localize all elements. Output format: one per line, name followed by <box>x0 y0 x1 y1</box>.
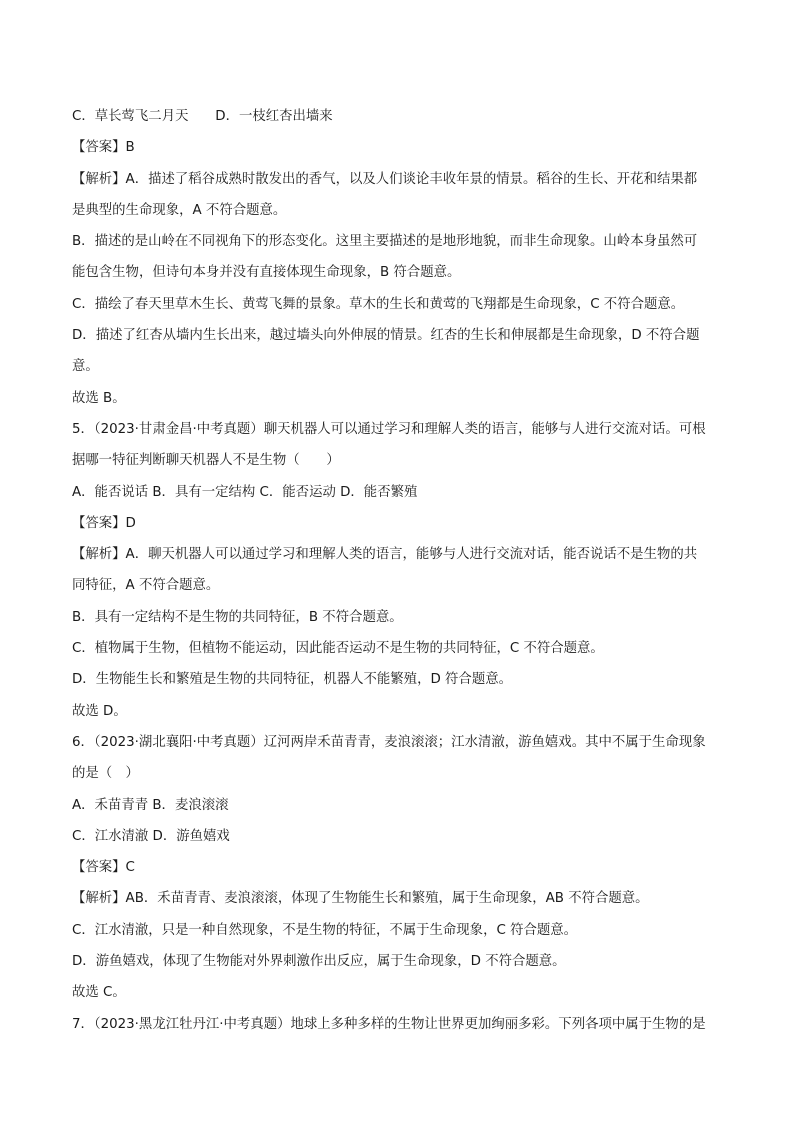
q4-analysis-line: D．描述了红杏从墙内生长出来，越过墙头向外伸展的情景。红杏的生长和伸展都是生命现象，D 不符合题 <box>72 328 700 344</box>
document-body <box>72 101 724 1040</box>
q5-analysis-line: B．具有一定结构不是生物的共同特征，B 不符合题意。 <box>72 609 403 625</box>
q4-conclusion: 故选 B。 <box>72 390 126 406</box>
q5-analysis-line: 【解析】A．聊天机器人可以通过学习和理解人类的语言，能够与人进行交流对话，能否说话不是生物的共 <box>72 547 698 563</box>
q6-analysis-line: 【解析】AB．禾苗青青、麦浪滚滚，体现了生物能生长和繁殖，属于生命现象，AB 不符合题意。 <box>72 891 649 907</box>
q6-conclusion: 故选 C。 <box>72 985 126 1001</box>
q5-analysis-line: C．植物属于生物，但植物不能运动，因此能否运动不是生物的共同特征，C 不符合题意。 <box>72 641 604 657</box>
q4-analysis-line: 能包含生物，但诗句本身并没有直接体现生命现象，B 符合题意。 <box>72 265 461 281</box>
q4-analysis-line: C．描绘了春天里草木生长、黄莺飞舞的景象。草木的生长和黄莺的飞翔都是生命现象，C 不符合题意。 <box>72 296 685 312</box>
q4-analysis-line: B．描述的是山岭在不同视角下的形态变化。这里主要描述的是地形地貌，而非生命现象。山岭本身虽然可 <box>72 234 698 250</box>
q5-options: A．能否说话 B．具有一定结构 C．能否运动 D．能否繁殖 <box>72 484 418 500</box>
q5-stem: 5．（2023·甘肃金昌·中考真题）聊天机器人可以通过学习和理解人类的语言，能够与人进行交流对话。可根 <box>72 421 706 437</box>
q6-stem: 的是（ ） <box>72 766 139 782</box>
q4-option-cd: C．草长莺飞二月天 D．一枝红杏出墙来 <box>72 109 333 124</box>
q4-analysis-line: 意。 <box>72 359 99 375</box>
q6-options-ab: A．禾苗青青 B．麦浪滚滚 <box>72 797 229 813</box>
q7-stem: 7．（2023·黑龙江牡丹江·中考真题）地球上多种多样的生物让世界更加绚丽多彩。下列各项中属于生物的是 <box>72 1016 706 1032</box>
q5-conclusion: 故选 D。 <box>72 703 127 719</box>
q6-analysis-line: C．江水清澈，只是一种自然现象，不是生物的特征，不属于生命现象，C 符合题意。 <box>72 922 578 938</box>
q6-stem: 6．（2023·湖北襄阳·中考真题）辽河两岸禾苗青青，麦浪滚滚；江水清澈，游鱼嬉戏。其中不属于生命现象 <box>72 734 706 750</box>
q6-options-cd: C．江水清澈 D．游鱼嬉戏 <box>72 828 230 844</box>
q4-analysis-line: 【解析】A．描述了稻谷成熟时散发出的香气，以及人们谈论丰收年景的情景。稻谷的生长、开花和结果都 <box>72 171 698 187</box>
q4-answer: 【答案】B <box>72 140 135 156</box>
q5-stem: 据哪一特征判断聊天机器人不是生物（ ） <box>72 453 340 469</box>
q5-analysis-line: 同特征，A 不符合题意。 <box>72 578 220 594</box>
q6-analysis-line: D．游鱼嬉戏，体现了生物能对外界刺激作出反应，属于生命现象，D 不符合题意。 <box>72 954 566 970</box>
q4-analysis-line: 是典型的生命现象，A 不符合题意。 <box>72 202 287 218</box>
q5-analysis-line: D．生物能生长和繁殖是生物的共同特征，机器人不能繁殖，D 符合题意。 <box>72 672 512 688</box>
q5-answer: 【答案】D <box>72 515 136 531</box>
q6-answer: 【答案】C <box>72 860 135 876</box>
